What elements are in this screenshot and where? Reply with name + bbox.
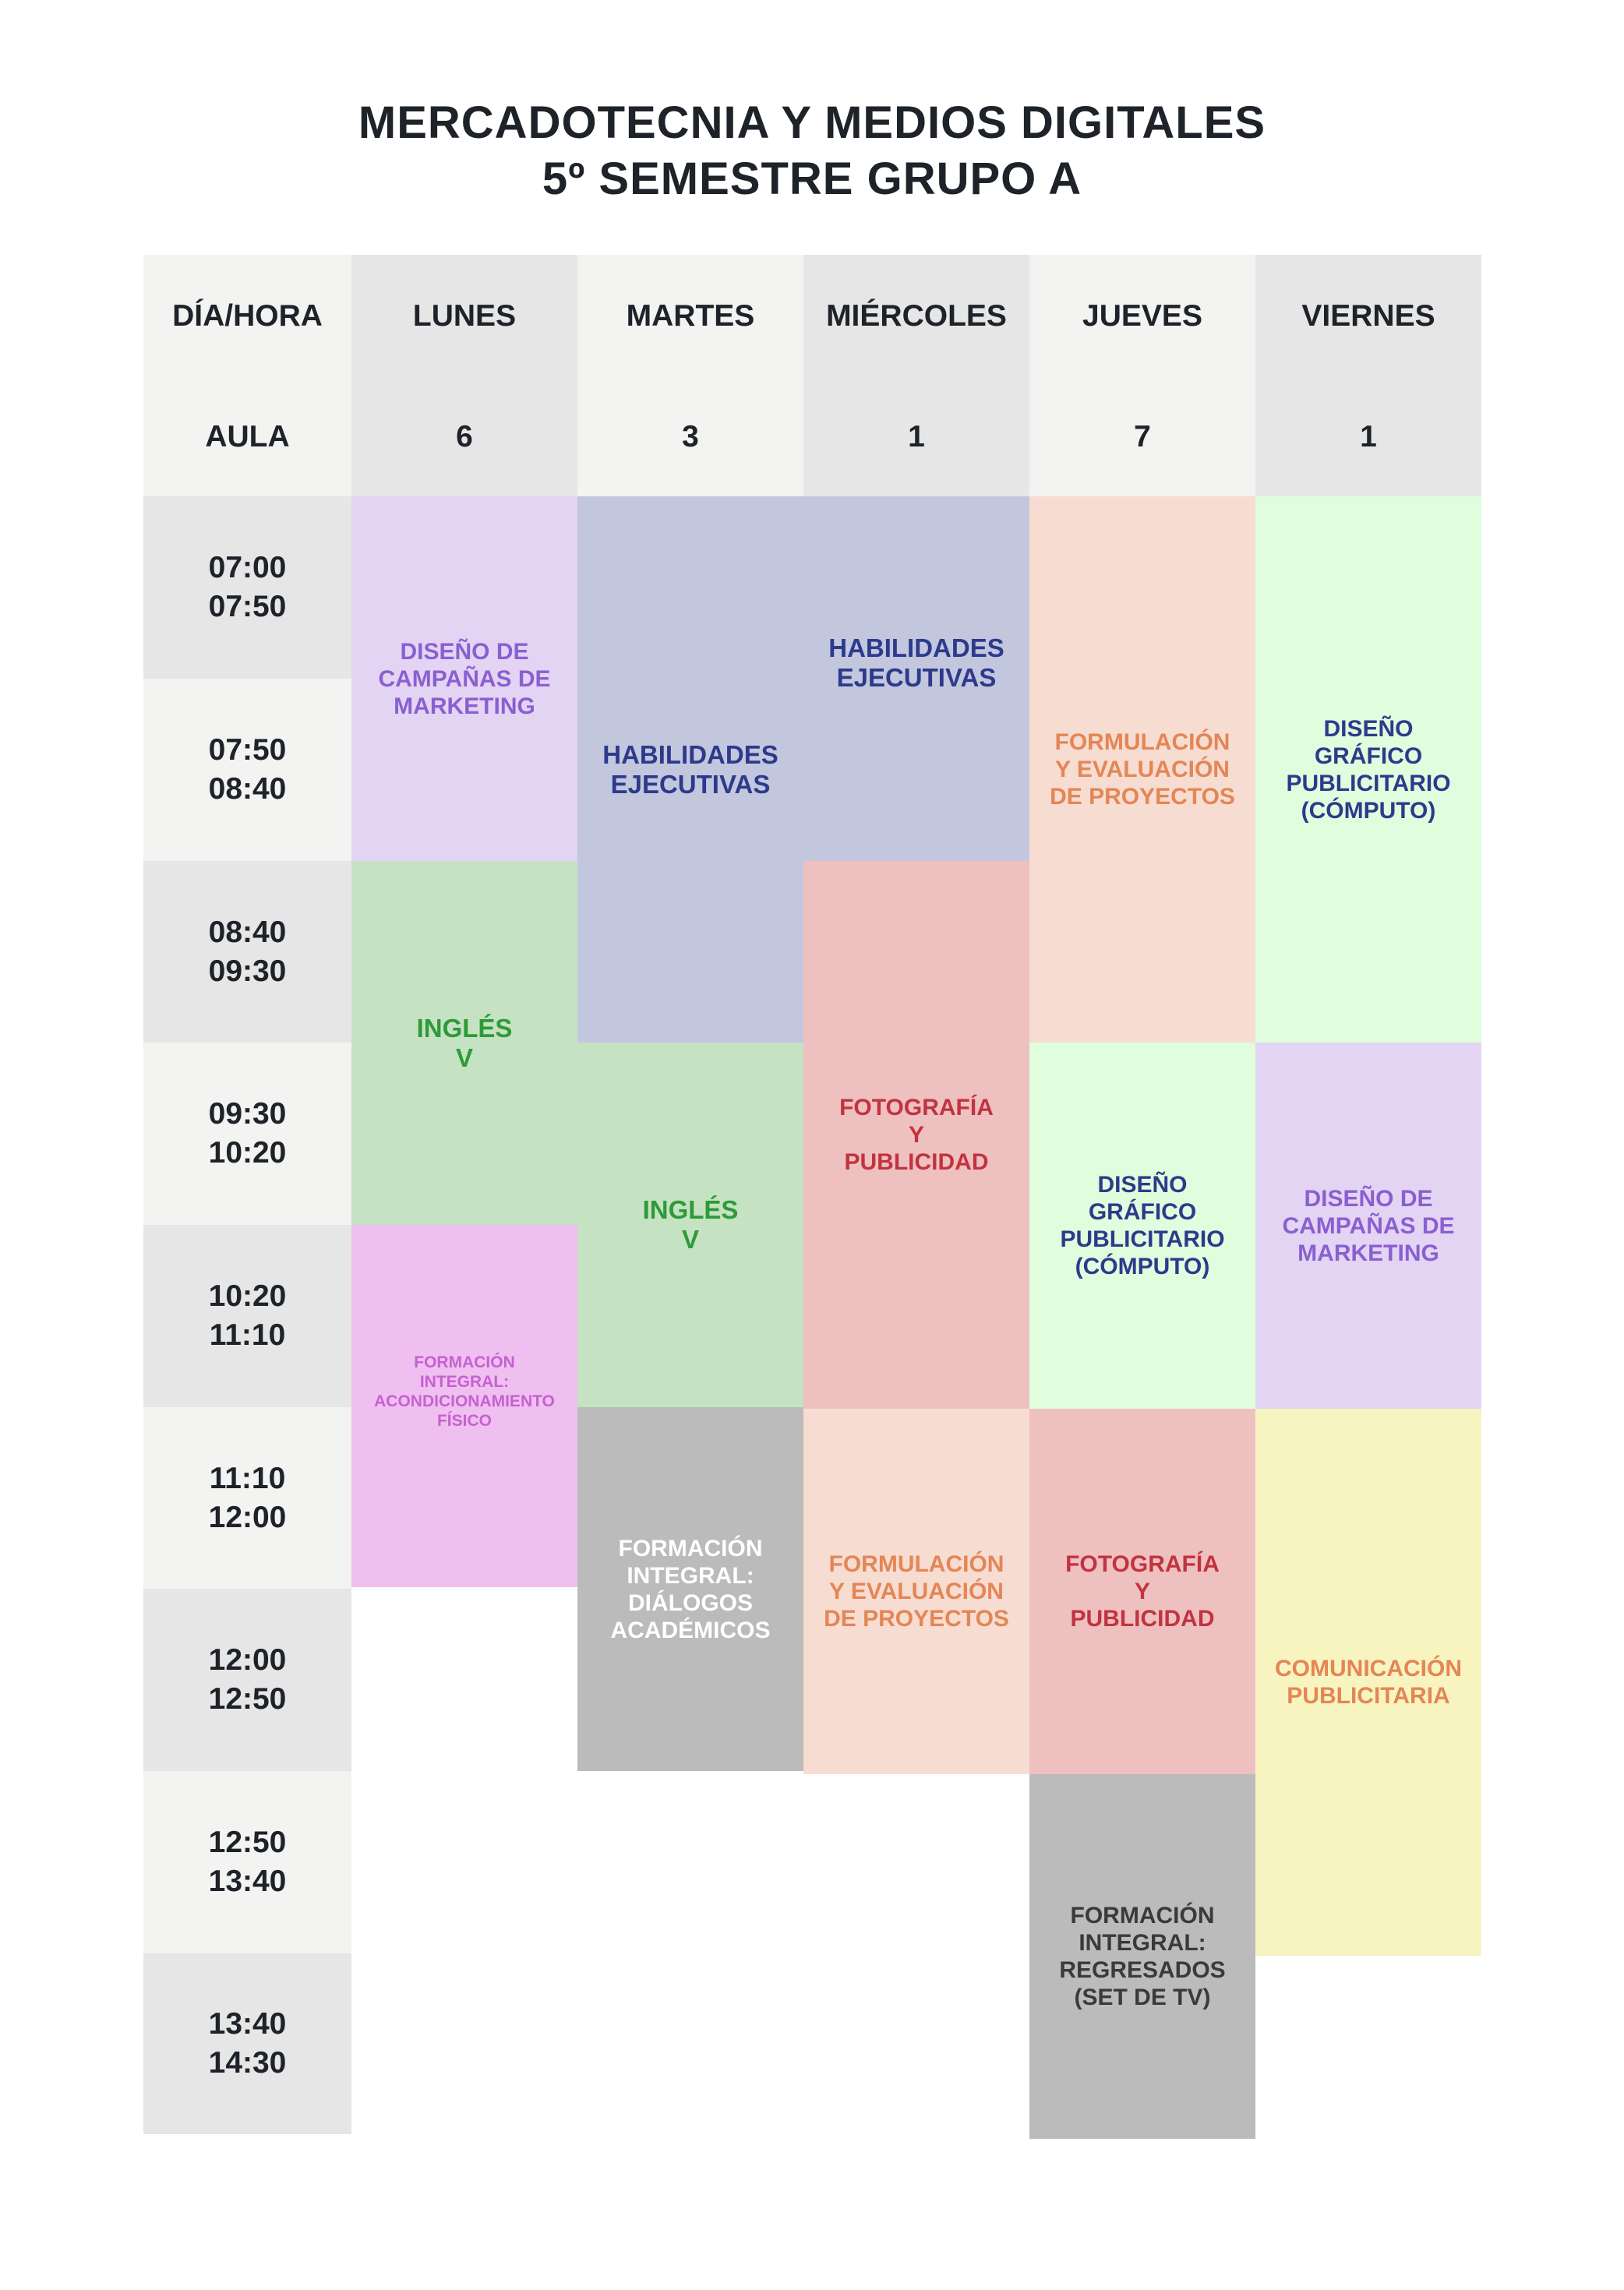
room-thursday: 7 <box>1029 378 1255 496</box>
title-line-2: 5º SEMESTRE GRUPO A <box>542 153 1082 204</box>
time-slot: 09:30 10:20 <box>143 1043 351 1225</box>
class-block-thursday-diseno-grafico: DISEÑO GRÁFICO PUBLICITARIO (CÓMPUTO) <box>1029 1043 1255 1409</box>
class-block-wednesday-habilidades: HABILIDADES EJECUTIVAS <box>803 496 1029 861</box>
header-day-hour: DÍA/HORA <box>143 255 351 378</box>
class-block-tuesday-dialogos: FORMACIÓN INTEGRAL: DIÁLOGOS ACADÉMICOS <box>577 1407 803 1771</box>
time-slot: 07:00 07:50 <box>143 496 351 679</box>
time-slot: 08:40 09:30 <box>143 861 351 1043</box>
header-aula: AULA <box>143 378 351 496</box>
class-block-wednesday-formulacion: FORMULACIÓN Y EVALUACIÓN DE PROYECTOS <box>803 1409 1029 1774</box>
class-block-thursday-fotografia: FOTOGRAFÍA Y PUBLICIDAD <box>1029 1409 1255 1774</box>
class-block-monday-ingles: INGLÉS V <box>351 861 577 1225</box>
time-slot: 13:40 14:30 <box>143 1953 351 2134</box>
class-block-friday-diseno-grafico: DISEÑO GRÁFICO PUBLICITARIO (CÓMPUTO) <box>1255 496 1481 1043</box>
class-block-thursday-formulacion: FORMULACIÓN Y EVALUACIÓN DE PROYECTOS <box>1029 496 1255 1043</box>
room-monday: 6 <box>351 378 577 496</box>
header-day-wednesday: MIÉRCOLES <box>803 255 1029 378</box>
class-block-friday-comunicacion: COMUNICACIÓN PUBLICITARIA <box>1255 1409 1481 1956</box>
class-block-wednesday-fotografia: FOTOGRAFÍA Y PUBLICIDAD <box>803 861 1029 1409</box>
class-block-monday-marketing: DISEÑO DE CAMPAÑAS DE MARKETING <box>351 496 577 861</box>
class-block-monday-acondicionamiento: FORMACIÓN INTEGRAL: ACONDICIONAMIENTO FÍSICO <box>351 1225 577 1587</box>
class-block-friday-marketing: DISEÑO DE CAMPAÑAS DE MARKETING <box>1255 1043 1481 1409</box>
time-slot: 11:10 12:00 <box>143 1407 351 1589</box>
time-slot: 07:50 08:40 <box>143 679 351 861</box>
time-slot: 12:50 13:40 <box>143 1771 351 1953</box>
header-day-tuesday: MARTES <box>577 255 803 378</box>
class-block-tuesday-habilidades: HABILIDADES EJECUTIVAS <box>577 496 803 1043</box>
room-tuesday: 3 <box>577 378 803 496</box>
class-block-tuesday-ingles: INGLÉS V <box>577 1043 803 1407</box>
header-day-friday: VIERNES <box>1255 255 1481 378</box>
page-title <box>0 95 1624 207</box>
room-wednesday: 1 <box>803 378 1029 496</box>
time-slot: 12:00 12:50 <box>143 1589 351 1771</box>
room-friday: 1 <box>1255 378 1481 496</box>
header-day-monday: LUNES <box>351 255 577 378</box>
time-slot: 10:20 11:10 <box>143 1225 351 1407</box>
class-block-thursday-regresados: FORMACIÓN INTEGRAL: REGRESADOS (SET DE TV) <box>1029 1774 1255 2139</box>
header-day-thursday: JUEVES <box>1029 255 1255 378</box>
title-line-1: MERCADOTECNIA Y MEDIOS DIGITALES <box>358 97 1266 148</box>
